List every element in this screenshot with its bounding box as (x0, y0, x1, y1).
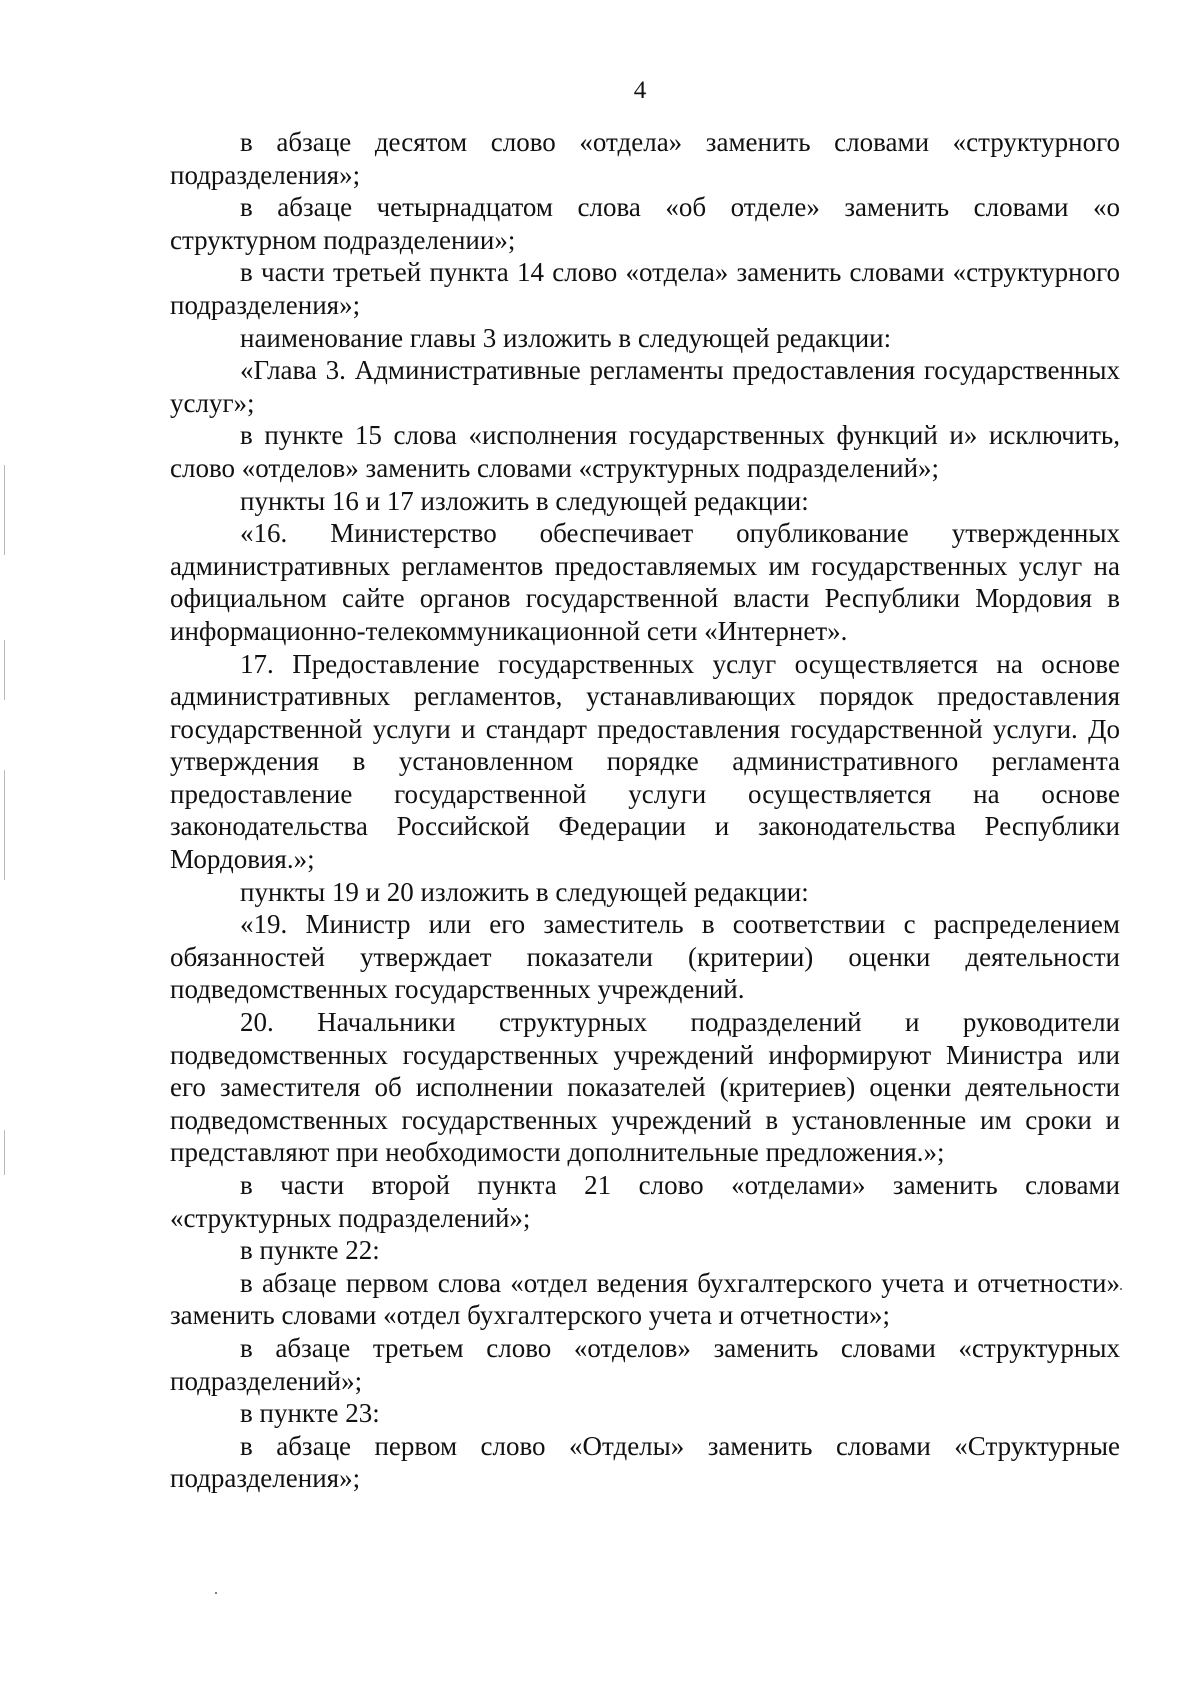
paragraph: в абзаце первом слово «Отделы» заменить словами «Структурные подразделения»; (170, 1430, 1120, 1494)
scan-edge-mark (4, 465, 5, 555)
paragraph: «Глава 3. Административные регламенты предоставления государственных услуг»; (170, 355, 1120, 418)
scan-edge-mark (4, 1130, 5, 1175)
paragraph: 17. Предоставление государственных услуг осуществляется на основе административных регламентов, устанавливающих порядок предоставления государственной услуги и стандарт предоставления государственной услуги. До утверждения в установленном порядке административного регламента предоставление государственной услуги осуществляется на основе законодательства Российской Федерации и законодательства Республики Мордовия.»; (170, 648, 1120, 875)
paragraph: в части второй пункта 21 слово «отделами» заменить словами «структурных подразделений»; (170, 1170, 1120, 1233)
paragraph: «19. Министр или его заместитель в соответствии с распределением обязанностей утверждает показатели (критерии) оценки деятельности подведомственных государственных учреждений. (170, 909, 1120, 1005)
paragraph: в пункте 23: (240, 1398, 380, 1429)
paragraph: «16. Министерство обеспечивает опубликование утвержденных административных регламентов предоставляемых им государственных услуг на официальном сайте органов государственной власти Республики Мордовия в информационно-телекоммуникационной сети «Интернет». (170, 518, 1120, 646)
paragraph: в абзаце четырнадцатом слова «об отделе» заменить словами «о структурном подразделении»; (170, 192, 1120, 255)
paragraph: в абзаце третьем слово «отделов» заменить словами «структурных подразделений»; (170, 1332, 1120, 1396)
scan-speck (215, 1592, 217, 1594)
scan-edge-mark (4, 770, 5, 880)
document-body (170, 126, 1120, 1495)
paragraph: в части третьей пункта 14 слово «отдела» заменить словами «структурного подразделения»; (170, 257, 1120, 320)
paragraph: в пункте 22: (240, 1235, 380, 1266)
paragraph: в пункте 15 слова «исполнения государственных функций и» исключить, слово «отделов» заменить словами «структурных подразделений»; (170, 420, 1120, 483)
page-number: 4 (633, 77, 647, 104)
paragraph: в абзаце первом слова «отдел ведения бухгалтерского учета и отчетности» заменить словами «отдел бухгалтерского учета и отчетности»; (170, 1267, 1120, 1331)
scan-edge-mark (4, 640, 5, 700)
paragraph: наименование главы 3 изложить в следующей редакции: (240, 322, 892, 353)
paragraph: пункты 16 и 17 изложить в следующей редакции: (240, 485, 809, 516)
paragraph: в абзаце десятом слово «отдела» заменить словами «структурного подразделения»; (170, 127, 1120, 190)
scan-speck (1120, 1288, 1122, 1290)
paragraph: пункты 19 и 20 изложить в следующей редакции: (240, 876, 809, 907)
paragraph: 20. Начальники структурных подразделений и руководители подведомственных государственных учреждений информируют Министра или его заместителя об исполнении показателей (критериев) оценки деятельности подведомственных государственных учреждений в установленные им сроки и представляют при необходимости дополнительные предложения.»; (170, 1007, 1120, 1168)
